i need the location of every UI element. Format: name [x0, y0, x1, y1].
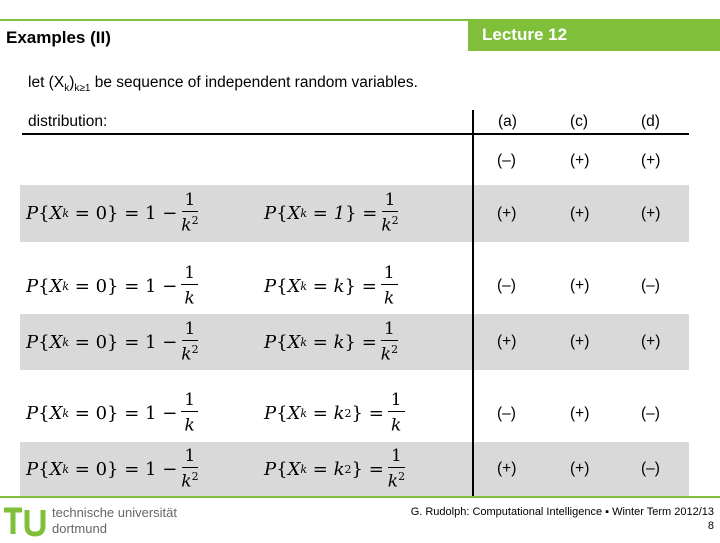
column-header-d: (d): [641, 113, 660, 130]
lecture-label: Lecture 12: [482, 25, 568, 44]
mark-a: (+): [497, 204, 517, 222]
slide-title: Examples (II): [6, 28, 111, 47]
header-bar: [0, 19, 468, 51]
prob-event-formula: P { X k = k 2 } = $\frac{1}{k^2}$: [264, 445, 406, 492]
column-header-a: (a): [498, 113, 517, 130]
mark-a: (–): [497, 277, 516, 294]
university-logo: [0, 502, 200, 538]
mark-c: (+): [570, 333, 590, 350]
lecture-banner: [468, 19, 720, 51]
mark-a: (–): [497, 404, 516, 422]
header-mark-c: (+): [570, 152, 590, 169]
prob-zero-formula: P { X k = 0} = 1 − $\frac{1}{k^2}$: [26, 318, 199, 365]
tu-logo-icon: [0, 502, 50, 538]
mark-d: (–): [641, 277, 660, 294]
mark-d: (+): [641, 333, 661, 350]
prob-zero-formula: P { X k = 0} = 1 − $\frac{1}{k}$: [26, 385, 198, 442]
prob-zero-formula: P { X k = 0} = 1 − $\frac{1}{k^2}$: [26, 445, 199, 492]
prob-event-formula: P { X k = k } = $\frac{1}{k}$: [264, 258, 398, 314]
distribution-label: distribution:: [28, 113, 108, 130]
prob-event-formula: P { X k = k } = $\frac{1}{k^2}$: [264, 318, 399, 365]
table-row: [20, 385, 689, 442]
mark-c: (+): [570, 204, 590, 222]
mark-d: (–): [641, 460, 660, 477]
mark-c: (+): [570, 460, 590, 477]
page-number: 8: [707, 519, 714, 532]
prob-event-formula: P { X k = k 2 } = $\frac{1}{k}$: [264, 385, 405, 442]
table-row: [20, 185, 689, 242]
table-row: [20, 442, 689, 496]
mark-a: (+): [497, 333, 517, 350]
mark-d: (+): [641, 204, 661, 222]
table-column-rule: [472, 110, 474, 496]
header-mark-d: (+): [641, 152, 661, 169]
footer-rule: [0, 496, 720, 498]
prob-event-formula: P { X k = 1 } = $\frac{1}{k^2}$: [264, 190, 399, 236]
table-header-rule: [22, 133, 689, 135]
intro-text: let $(X_k)_{k\ge 1}$ be sequence of independent random variables.: [28, 74, 418, 95]
prob-zero-formula: P { X k = 0} = 1 − $\frac{1}{k^2}$: [26, 190, 199, 236]
mark-c: (+): [570, 277, 590, 294]
mark-a: (+): [497, 460, 517, 477]
footer-credit: G. Rudolph: Computational Intelligence ▪ Winter Term 2012/13 8: [410, 506, 714, 532]
table-row: [20, 258, 689, 314]
mark-c: (+): [570, 404, 590, 422]
table-row: [20, 314, 689, 370]
mark-d: (–): [641, 404, 660, 422]
header-mark-a: (–): [497, 152, 516, 169]
prob-zero-formula: P { X k = 0} = 1 − $\frac{1}{k}$: [26, 258, 198, 314]
university-name: technische universität dortmund: [52, 505, 178, 536]
column-header-c: (c): [570, 113, 589, 130]
